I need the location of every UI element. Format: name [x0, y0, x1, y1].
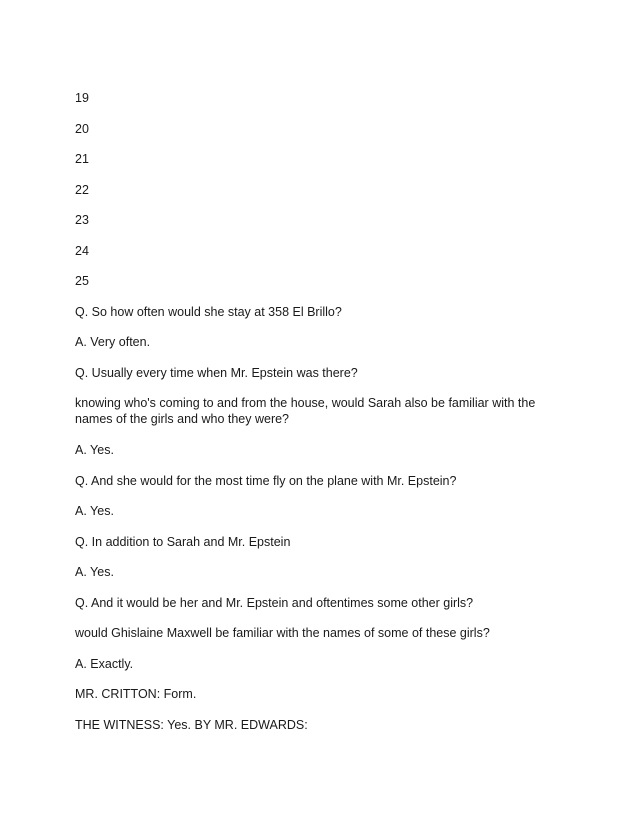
- answer-paragraph: A. Yes.: [75, 443, 114, 457]
- line-number: 20: [75, 122, 89, 136]
- line-number: 19: [75, 91, 89, 105]
- witness-paragraph: THE WITNESS: Yes. BY MR. EDWARDS:: [75, 718, 308, 732]
- line-number: 23: [75, 213, 89, 227]
- transcript-paragraph: knowing who's coming to and from the house, would Sarah also be familiar with the names of the girls and who they were?: [75, 396, 536, 426]
- line-number: 21: [75, 152, 89, 166]
- question-paragraph: Q. So how often would she stay at 358 El Brillo?: [75, 305, 342, 319]
- question-paragraph: Q. In addition to Sarah and Mr. Epstein: [75, 535, 291, 549]
- line-number: 25: [75, 274, 89, 288]
- answer-paragraph: A. Yes.: [75, 504, 114, 518]
- line-number: 24: [75, 244, 89, 258]
- question-paragraph: Q. And she would for the most time fly on the plane with Mr. Epstein?: [75, 474, 457, 488]
- question-paragraph: Q. And it would be her and Mr. Epstein and oftentimes some other girls?: [75, 596, 474, 610]
- transcript-paragraph: would Ghislaine Maxwell be familiar with the names of some of these girls?: [75, 626, 490, 640]
- answer-paragraph: A. Exactly.: [75, 657, 134, 671]
- question-paragraph: Q. Usually every time when Mr. Epstein was there?: [75, 366, 358, 380]
- line-number: 22: [75, 183, 89, 197]
- answer-paragraph: A. Yes.: [75, 565, 114, 579]
- answer-paragraph: A. Very often.: [75, 335, 151, 349]
- objection-paragraph: MR. CRITTON: Form.: [75, 687, 197, 701]
